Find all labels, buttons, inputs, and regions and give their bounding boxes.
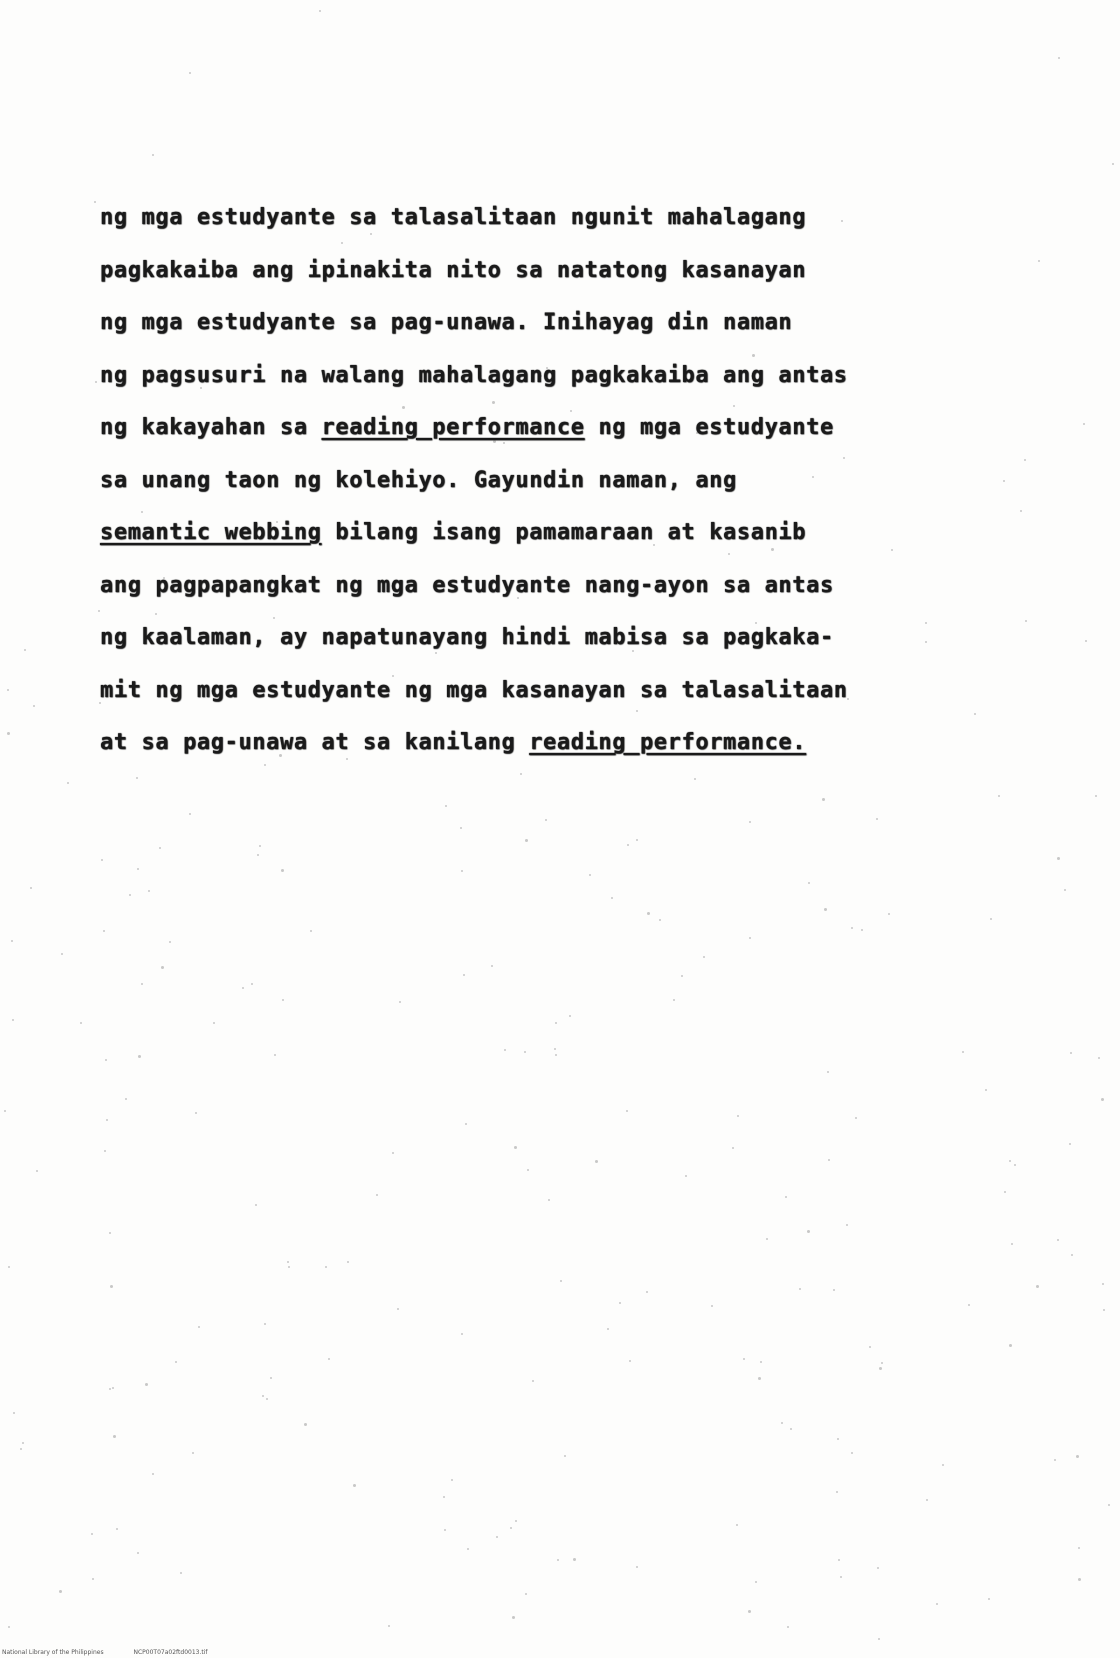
scan-speck	[881, 1362, 883, 1364]
text-line	[100, 560, 1000, 613]
scan-speck	[824, 908, 827, 911]
scan-speck	[461, 1333, 463, 1335]
scan-speck	[527, 1169, 529, 1171]
scan-speck	[11, 940, 13, 942]
scan-speck	[694, 778, 696, 780]
text-line	[100, 192, 1000, 245]
scan-speck	[496, 1536, 498, 1538]
scan-speck	[136, 777, 138, 779]
scan-speck	[8, 1266, 10, 1268]
scan-speck	[445, 805, 447, 807]
scan-speck	[1064, 889, 1066, 891]
scan-speck	[148, 890, 150, 892]
scan-speck	[376, 1194, 378, 1196]
text-line	[100, 717, 1000, 770]
text-segment: mit ng mga estudyante ng mga kasanayan sa talasalitaan	[100, 677, 848, 703]
scan-speck	[1083, 423, 1085, 425]
scan-speck	[113, 1435, 116, 1438]
scan-speck	[962, 1051, 964, 1053]
scan-speck	[92, 1578, 94, 1580]
scan-speck	[95, 381, 97, 383]
scan-speck	[104, 1150, 106, 1152]
scan-speck	[607, 1328, 609, 1330]
scan-speck	[325, 1266, 327, 1268]
scan-speck	[109, 1388, 111, 1390]
scan-speck	[869, 1346, 871, 1348]
scan-speck	[137, 868, 139, 870]
scan-speck	[636, 839, 638, 841]
scan-speck	[33, 705, 35, 707]
text-segment: ng mga estudyante sa pag-unawa. Inihayag din naman	[100, 310, 793, 335]
scan-speck	[461, 870, 463, 872]
scan-speck	[20, 1448, 22, 1450]
scan-speck	[59, 1590, 62, 1593]
scan-speck	[755, 1581, 757, 1583]
scan-speck	[732, 1147, 734, 1149]
scan-speck	[4, 1110, 6, 1112]
scan-speck	[636, 1566, 638, 1568]
scan-speck	[926, 1499, 928, 1501]
text-segment: ng kaalaman, ay napatunayang hindi mabisa sa pagkaka-	[100, 625, 834, 650]
scan-speck	[270, 1377, 272, 1379]
scan-speck	[13, 1412, 15, 1414]
scan-speck	[626, 1110, 628, 1112]
underlined-phrase: reading performance.	[529, 730, 807, 755]
scan-speck	[673, 999, 675, 1001]
scan-speck	[1057, 1239, 1059, 1241]
scan-speck	[876, 818, 878, 820]
scan-speck	[189, 813, 191, 815]
scan-speck	[444, 1529, 446, 1531]
scan-speck	[310, 930, 312, 932]
scan-speck	[274, 1054, 276, 1056]
scan-speck	[838, 1559, 840, 1561]
scan-speck	[525, 839, 528, 842]
scan-speck	[743, 1358, 745, 1360]
footer-source: National Library of the Philippines	[2, 1649, 104, 1656]
scan-speck	[30, 887, 32, 889]
scan-speck	[545, 819, 547, 821]
scan-speck	[851, 1452, 853, 1454]
text-line	[100, 245, 1000, 298]
scan-speck	[515, 1520, 517, 1522]
scan-speck	[828, 1159, 830, 1161]
scan-speck	[101, 859, 103, 861]
scan-speck	[749, 937, 751, 939]
scan-speck	[749, 821, 751, 823]
scan-speck	[347, 1261, 349, 1263]
scan-speck	[748, 1610, 751, 1613]
scan-speck	[703, 956, 705, 958]
scan-speck	[736, 1524, 738, 1526]
scan-speck	[520, 773, 522, 775]
scan-speck	[36, 1170, 38, 1172]
scan-speck	[451, 1479, 453, 1481]
scan-speck	[790, 1428, 792, 1430]
scan-speck	[255, 1204, 257, 1206]
scan-speck	[861, 929, 863, 931]
text-line	[100, 297, 1000, 350]
scan-speck	[760, 1361, 762, 1363]
scan-speck	[879, 1367, 882, 1370]
scan-speck	[1070, 1052, 1072, 1054]
scan-speck	[463, 974, 465, 976]
scan-speck	[711, 1305, 713, 1307]
scan-speck	[611, 897, 613, 899]
scan-speck	[1058, 57, 1060, 59]
text-line	[100, 402, 1000, 455]
scan-speck	[198, 1326, 200, 1328]
scan-speck	[491, 965, 493, 967]
scan-speck	[827, 1071, 829, 1073]
scan-speck	[8, 1626, 10, 1628]
scan-speck	[1095, 795, 1097, 797]
scan-speck	[399, 1001, 401, 1003]
scan-speck	[91, 1533, 93, 1535]
scan-speck	[125, 1098, 127, 1100]
scan-speck	[138, 1055, 141, 1058]
scan-speck	[465, 1123, 467, 1125]
scan-speck	[990, 918, 992, 920]
scan-speck	[851, 927, 853, 929]
scan-speck	[1102, 1283, 1104, 1285]
scan-speck	[1069, 1143, 1071, 1145]
scan-speck	[287, 1261, 289, 1263]
scan-speck	[524, 1051, 526, 1053]
scan-speck	[532, 1380, 534, 1382]
scan-speck	[836, 1491, 838, 1493]
text-line	[100, 665, 1000, 718]
scan-speck	[822, 798, 825, 801]
scan-speck	[259, 845, 261, 847]
underlined-phrase: reading performance	[321, 415, 585, 440]
text-line	[100, 507, 1000, 560]
scan-speck	[659, 919, 661, 921]
scan-speck	[627, 844, 629, 846]
scan-speck	[766, 1238, 768, 1240]
scan-speck	[460, 827, 462, 829]
scan-speck	[1024, 459, 1026, 461]
scan-speck	[443, 1496, 445, 1498]
text-line	[100, 455, 1000, 508]
underlined-phrase: semantic webbing	[100, 520, 322, 545]
scan-speck	[1071, 1254, 1073, 1256]
scan-speck	[110, 1285, 113, 1288]
scan-speck	[619, 1302, 621, 1304]
scan-speck	[105, 1059, 107, 1061]
scan-speck	[22, 1442, 24, 1444]
scan-speck	[145, 1383, 148, 1386]
scan-speck	[388, 1625, 390, 1627]
scan-speck	[877, 1567, 879, 1569]
scan-speck	[758, 1377, 761, 1380]
scan-speck	[319, 10, 321, 12]
scan-speck	[833, 1289, 835, 1291]
scan-speck	[467, 1548, 469, 1550]
scan-speck	[807, 1230, 810, 1233]
scan-speck	[557, 1559, 559, 1561]
scan-speck	[213, 1022, 215, 1024]
scan-speck	[785, 1196, 787, 1198]
scan-speck	[251, 983, 253, 985]
scan-speck	[647, 912, 650, 915]
scan-speck	[589, 874, 591, 876]
scan-speck	[1101, 1098, 1104, 1101]
text-segment: bilang isang pamamaraan at kasanib	[321, 520, 807, 545]
scan-speck	[304, 1423, 307, 1426]
scan-speck	[106, 1119, 108, 1121]
scan-speck	[152, 154, 154, 156]
scan-speck	[7, 732, 10, 735]
scan-speck	[1076, 1455, 1079, 1458]
scan-speck	[525, 1593, 527, 1595]
scan-speck	[512, 1616, 515, 1619]
scan-speck	[646, 1291, 648, 1293]
scan-speck	[12, 1019, 14, 1021]
scan-speck	[264, 1323, 266, 1325]
scan-speck	[855, 1117, 857, 1119]
scan-speck	[968, 1304, 970, 1306]
footer-filename: NCP00T07a02ftd0013.tif	[133, 1649, 208, 1656]
scan-speck	[1078, 1578, 1081, 1581]
scan-speck	[985, 1089, 987, 1091]
scan-speck	[1098, 1057, 1100, 1059]
scan-speck	[392, 1152, 394, 1154]
scan-speck	[195, 1112, 197, 1114]
scan-speck	[1014, 1164, 1016, 1166]
scan-speck	[159, 847, 161, 849]
scan-speck	[353, 1484, 356, 1487]
scan-speck	[262, 1395, 264, 1397]
scan-speck	[936, 1603, 938, 1605]
scan-speck	[878, 1638, 880, 1640]
scan-speck	[7, 689, 9, 691]
scan-speck	[1025, 620, 1027, 622]
scan-speck	[328, 1358, 330, 1360]
scan-speck	[1112, 163, 1114, 165]
scan-speck	[1036, 1285, 1039, 1288]
scan-speck	[1011, 1243, 1013, 1245]
scan-speck	[1078, 1547, 1080, 1549]
scan-speck	[799, 1288, 801, 1290]
scan-speck	[573, 1558, 576, 1561]
text-segment: at sa pag-unawa at sa kanilang	[100, 730, 530, 755]
scan-speck	[152, 1473, 154, 1475]
scan-speck	[1054, 1459, 1056, 1461]
text-segment: ng kakayahan sa	[100, 415, 322, 440]
scan-speck	[998, 795, 1000, 797]
scan-speck	[555, 1022, 557, 1024]
scan-speck	[595, 1160, 598, 1163]
scan-speck	[685, 1175, 687, 1177]
scan-speck	[781, 1422, 783, 1424]
scan-footer	[2, 1649, 208, 1656]
scan-speck	[681, 975, 683, 977]
text-segment: ng mga estudyante sa talasalitaan ngunit mahalagang	[100, 205, 807, 230]
scan-speck	[1103, 1309, 1105, 1311]
scan-speck	[1009, 1160, 1011, 1162]
scan-speck	[257, 854, 259, 856]
scan-speck	[942, 1464, 944, 1466]
scan-speck	[192, 1452, 194, 1454]
text-segment: pagkakaiba ang ipinakita nito sa natatong kasanayan	[100, 257, 807, 283]
scan-speck	[141, 983, 143, 985]
scan-speck	[504, 1049, 506, 1051]
scan-speck	[1004, 1191, 1006, 1193]
scan-speck	[94, 201, 96, 203]
scan-speck	[180, 1572, 182, 1574]
paragraph	[100, 192, 1000, 770]
scan-speck	[24, 649, 26, 651]
scan-speck	[1057, 857, 1060, 860]
scan-speck	[288, 1266, 290, 1268]
scan-speck	[242, 987, 244, 989]
scan-speck	[61, 953, 63, 955]
scan-speck	[1108, 1504, 1110, 1506]
scan-speck	[737, 1115, 739, 1117]
scan-speck	[837, 1438, 839, 1440]
scan-speck	[548, 1199, 550, 1201]
text-segment: ng mga estudyante	[584, 415, 834, 440]
scan-speck	[67, 782, 69, 784]
scan-speck	[808, 882, 810, 884]
scan-speck	[282, 999, 284, 1001]
scan-speck	[129, 894, 131, 896]
scan-speck	[510, 1527, 512, 1529]
scan-speck	[112, 1387, 114, 1389]
scan-speck	[840, 1576, 842, 1578]
scan-speck	[846, 1224, 848, 1226]
scan-speck	[787, 1626, 789, 1628]
scan-speck	[1020, 510, 1022, 512]
scan-speck	[564, 1455, 566, 1457]
scan-speck	[629, 1360, 631, 1362]
scan-speck	[109, 1232, 111, 1234]
text-line	[100, 350, 1000, 403]
scan-speck	[1085, 640, 1087, 642]
text-segment: ang pagpapangkat ng mga estudyante nang-ayon sa antas	[100, 572, 834, 598]
scan-speck	[137, 1552, 139, 1554]
scan-speck	[266, 1398, 268, 1400]
scan-speck	[1009, 1344, 1012, 1347]
scan-speck	[103, 930, 105, 932]
scan-speck	[1003, 480, 1005, 482]
text-segment: sa unang taon ng kolehiyo. Gayundin naman, ang	[100, 467, 737, 493]
scan-speck	[1038, 260, 1040, 262]
text-segment: ng pagsusuri na walang mahalagang pagkakaiba ang antas	[100, 362, 848, 388]
scan-speck	[161, 966, 164, 969]
scan-speck	[555, 1054, 557, 1056]
scan-speck	[560, 1280, 562, 1282]
text-line	[100, 612, 1000, 665]
scan-speck	[189, 72, 191, 74]
scan-speck	[569, 1015, 571, 1017]
scan-speck	[554, 1048, 556, 1050]
scan-speck	[116, 1528, 118, 1530]
scan-speck	[888, 913, 890, 915]
scan-speck	[397, 1308, 399, 1310]
scan-speck	[988, 1598, 990, 1600]
scan-speck	[281, 869, 284, 872]
scan-speck	[169, 941, 171, 943]
scan-speck	[175, 1361, 177, 1363]
scan-speck	[80, 1022, 82, 1024]
scan-speck	[514, 1146, 517, 1149]
